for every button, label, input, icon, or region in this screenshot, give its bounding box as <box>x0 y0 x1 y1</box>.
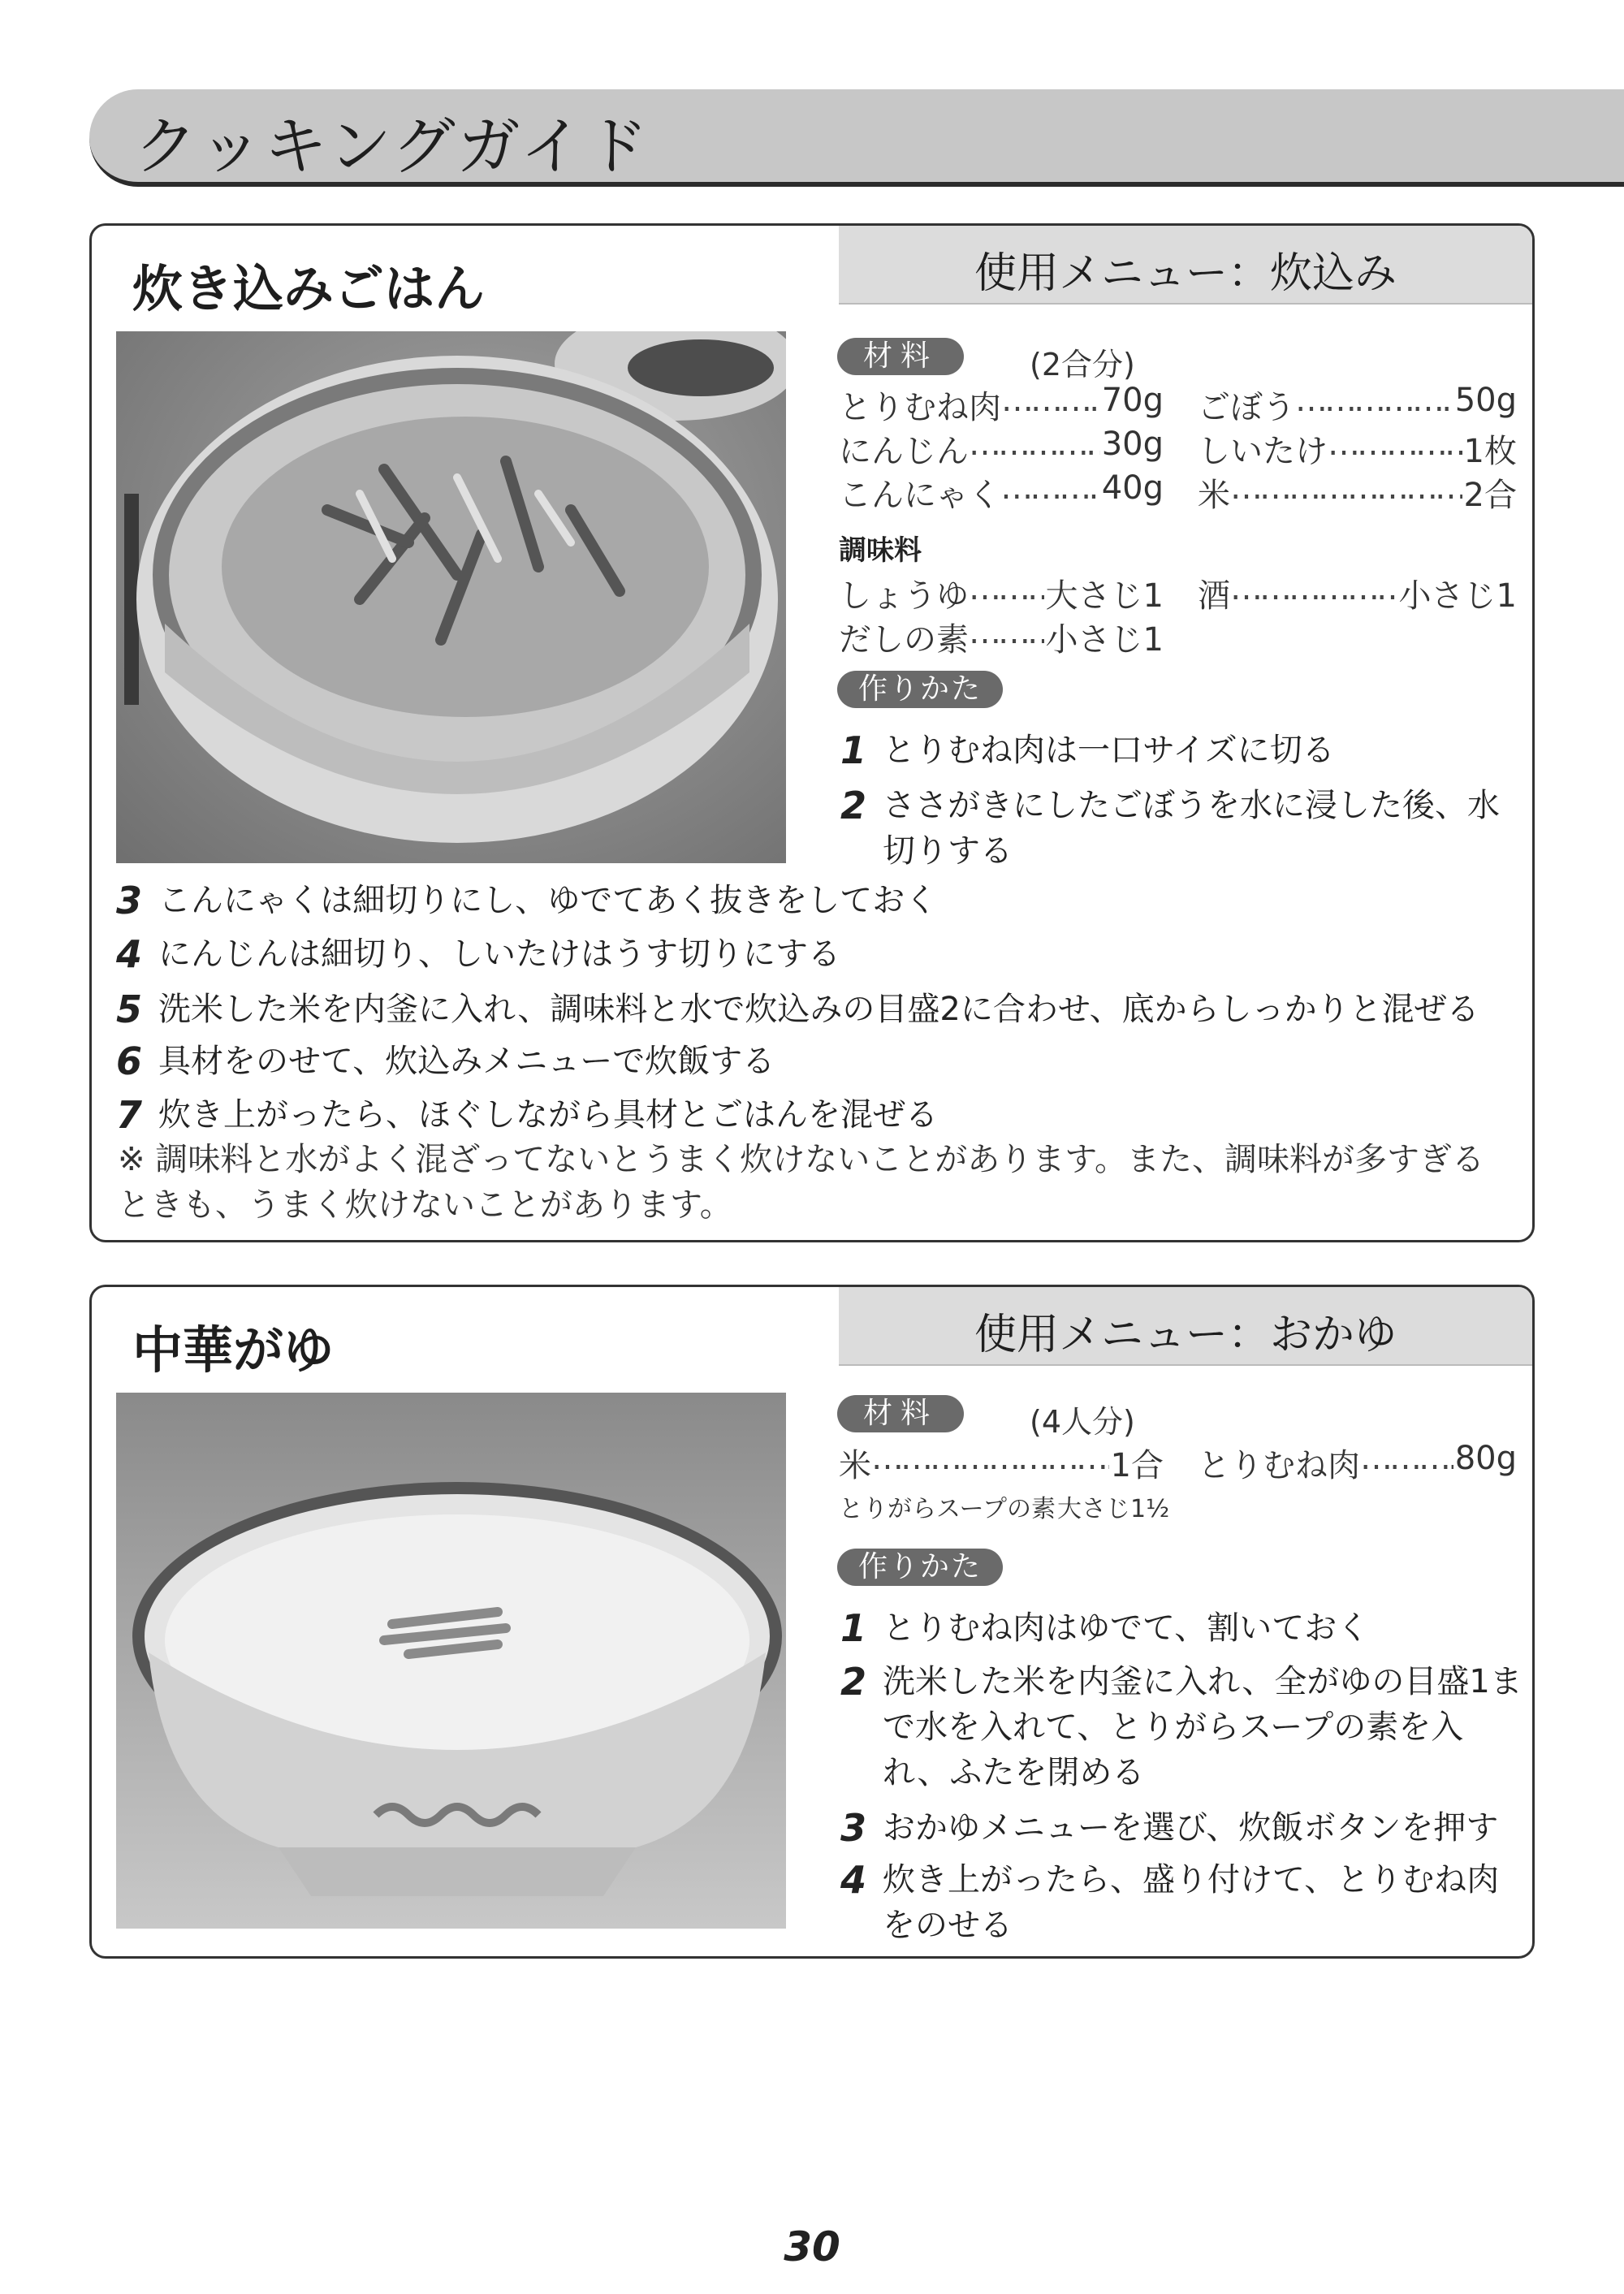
seasoning-label: 調味料 <box>839 534 922 567</box>
seasoning-item: 酒 ………………………………………………………… 小さじ1 <box>1198 570 1517 616</box>
servings-label: (2合分) <box>1030 347 1135 382</box>
ingredients-badge: 材料 <box>837 338 964 375</box>
recipe-title: 炊き込みごはん <box>132 259 486 318</box>
ingredient-item: にんじん ………………………………………………………… 30g <box>839 426 1164 472</box>
recipe-title: 中華がゆ <box>132 1320 335 1380</box>
ingredient-item: こんにゃく ………………………………………………………… 40g <box>839 469 1164 516</box>
ingredient-item: とりむね肉 ………………………………………………………… 80g <box>1198 1440 1517 1486</box>
method-badge: 作りかた <box>837 671 1003 708</box>
page-number: 30 <box>784 2223 840 2270</box>
servings-label: (4人分) <box>1030 1404 1135 1440</box>
step-item: 4 炊き上がったら、盛り付けて、とりむね肉をのせる <box>840 1858 1500 1944</box>
ingredient-item: 米 ………………………………………………………… 1合 <box>839 1440 1164 1486</box>
recipe-card-chuka-gayu: 中華がゆ 使用メニュー：おかゆ 材料 (4人分) 米 ………………………………………………………… 1合 とりむね肉 ………………………………………………………… 80g とりがらスープの素 大さじ1½ 作りかた 1 とりむね肉はゆでて、割いておく 2 洗米した米を内釜に入れ、全がゆの目盛1まで水を入れて、とりがらスープの素を入れ、ふたを閉める 3 おかゆメニューを選び、炊飯ボタンを押す 4 炊き上がったら、盛り付けて、とりむね肉をのせる <box>89 1285 1535 1959</box>
porridge-bowl-illustration <box>116 1393 786 1929</box>
takikomi-gohan-photo <box>116 331 786 863</box>
method-badge: 作りかた <box>837 1549 1003 1586</box>
ingredient-item: ごぼう ………………………………………………………… 50g <box>1198 382 1517 428</box>
ingredient-item: しいたけ ………………………………………………………… 1枚 <box>1198 426 1517 472</box>
page-title: クッキングガイド <box>134 110 650 184</box>
menu-band <box>839 226 1532 305</box>
recipe-note: ※ 調味料と水がよく混ざってないとうまく炊けないことがあります。また、調味料が多すぎるときも、うまく炊けないことがあります。 <box>118 1141 1485 1224</box>
seasoning-item: だしの素 ………………………………………………………… 小さじ1 <box>839 614 1164 660</box>
page-header <box>89 89 1624 187</box>
ingredient-item: とりむね肉 ………………………………………………………… 70g <box>839 382 1164 428</box>
step-item: 2 ささがきにしたごぼうを水に浸した後、水切りする <box>840 784 1500 870</box>
step-item: 2 洗米した米を内釜に入れ、全がゆの目盛1まで水を入れて、とりがらスープの素を入れ、ふたを閉める <box>840 1660 1522 1791</box>
seasoning-item: しょうゆ ………………………………………………………… 大さじ1 <box>839 570 1164 616</box>
chuka-gayu-photo <box>116 1393 786 1929</box>
ingredients-badge: 材料 <box>837 1395 964 1432</box>
ingredient-item: 米 ………………………………………………………… 2合 <box>1198 469 1517 516</box>
recipe-card-takikomi: 炊き込みごはん 使用メニュー：炊込み 材料 (2合分) とりむね肉 ………………………………………………………… 70g ごぼう ………………………………………………………… 50g にんじん ………………………………………………………… 30g しいたけ ………………………………………………………… 1枚 こんにゃく ………………………………………………………… 40g 米 ………………………………………………………… 2合 調味料 しょうゆ ………………………………………………………… 大さじ1 酒 ………………………………………………………… 小さじ1 だしの素 ………………………………………………………… 小さじ1 作りかた 1 とりむね肉は一口サイズに切る 2 ささがきにしたごぼうを水に浸した後、水切りする 3 こんにゃくは細切りにし、ゆでてあく抜きをしておく 4 にんじんは細切り、しいたけはうす切りにする 5 洗米した米を内釜に入れ、調味料と水で炊込みの目盛2に合わせ、底からしっかりと混ぜる 6 具材をのせて、炊込みメニューで炊飯する 7 炊き上がったら、ほぐしながら具材とごはんを混ぜる ※ 調味料と水がよく混ざってないとうまく炊けないことがあります。また、調味料が多すぎるときも、うまく炊けないことがあります。 <box>89 223 1535 1242</box>
menu-band <box>839 1287 1532 1366</box>
ingredient-item: とりがらスープの素 大さじ1½ <box>839 1495 1170 1523</box>
rice-bowl-illustration <box>116 331 786 863</box>
menu-label: 使用メニュー：おかゆ <box>974 1311 1397 1359</box>
menu-label: 使用メニュー：炊込み <box>974 249 1397 298</box>
